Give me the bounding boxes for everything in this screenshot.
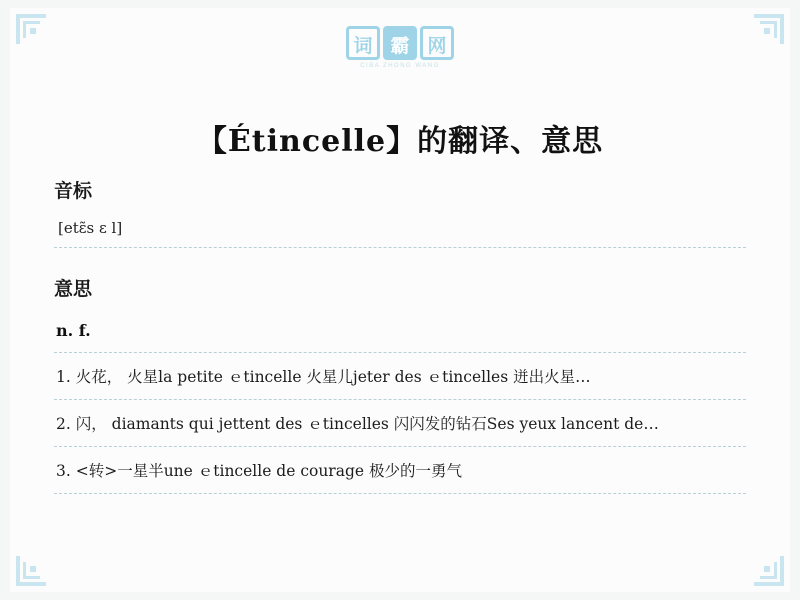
- logo-glyphs: [338, 26, 462, 60]
- part-of-speech: n. f.: [56, 321, 91, 340]
- logo-char-3: 网: [420, 26, 454, 60]
- section-heading-meaning: 意思: [54, 278, 93, 300]
- sense-item: 3. <转>一星半une ｅtincelle de courage 极少的一勇气: [56, 462, 462, 480]
- corner-ornament-icon: [752, 554, 786, 588]
- entry-content: [54, 176, 746, 494]
- divider: [54, 493, 746, 494]
- logo-char-1: 词: [346, 26, 380, 60]
- page-title: 【Étincelle】的翻译、意思: [196, 124, 604, 160]
- sense-item: 1. 火花， 火星la petite ｅtincelle 火星儿jeter des ｅtincelles 迸出火星…: [56, 368, 591, 386]
- site-logo[interactable]: [10, 26, 790, 72]
- divider: [54, 247, 746, 248]
- corner-ornament-icon: [14, 554, 48, 588]
- phonetic-value: [etɛ̃s ɛ l]: [58, 219, 123, 237]
- logo-box: [338, 26, 462, 72]
- logo-subtitle: CIBA ZHONG WANG: [360, 63, 440, 69]
- document-page: [10, 8, 790, 592]
- sense-item: 2. 闪， diamants qui jettent des ｅtincelles 闪闪发的钻石Ses yeux lancent de…: [56, 415, 659, 433]
- logo-char-2: 霸: [383, 26, 417, 60]
- section-heading-phonetic: 音标: [54, 180, 93, 202]
